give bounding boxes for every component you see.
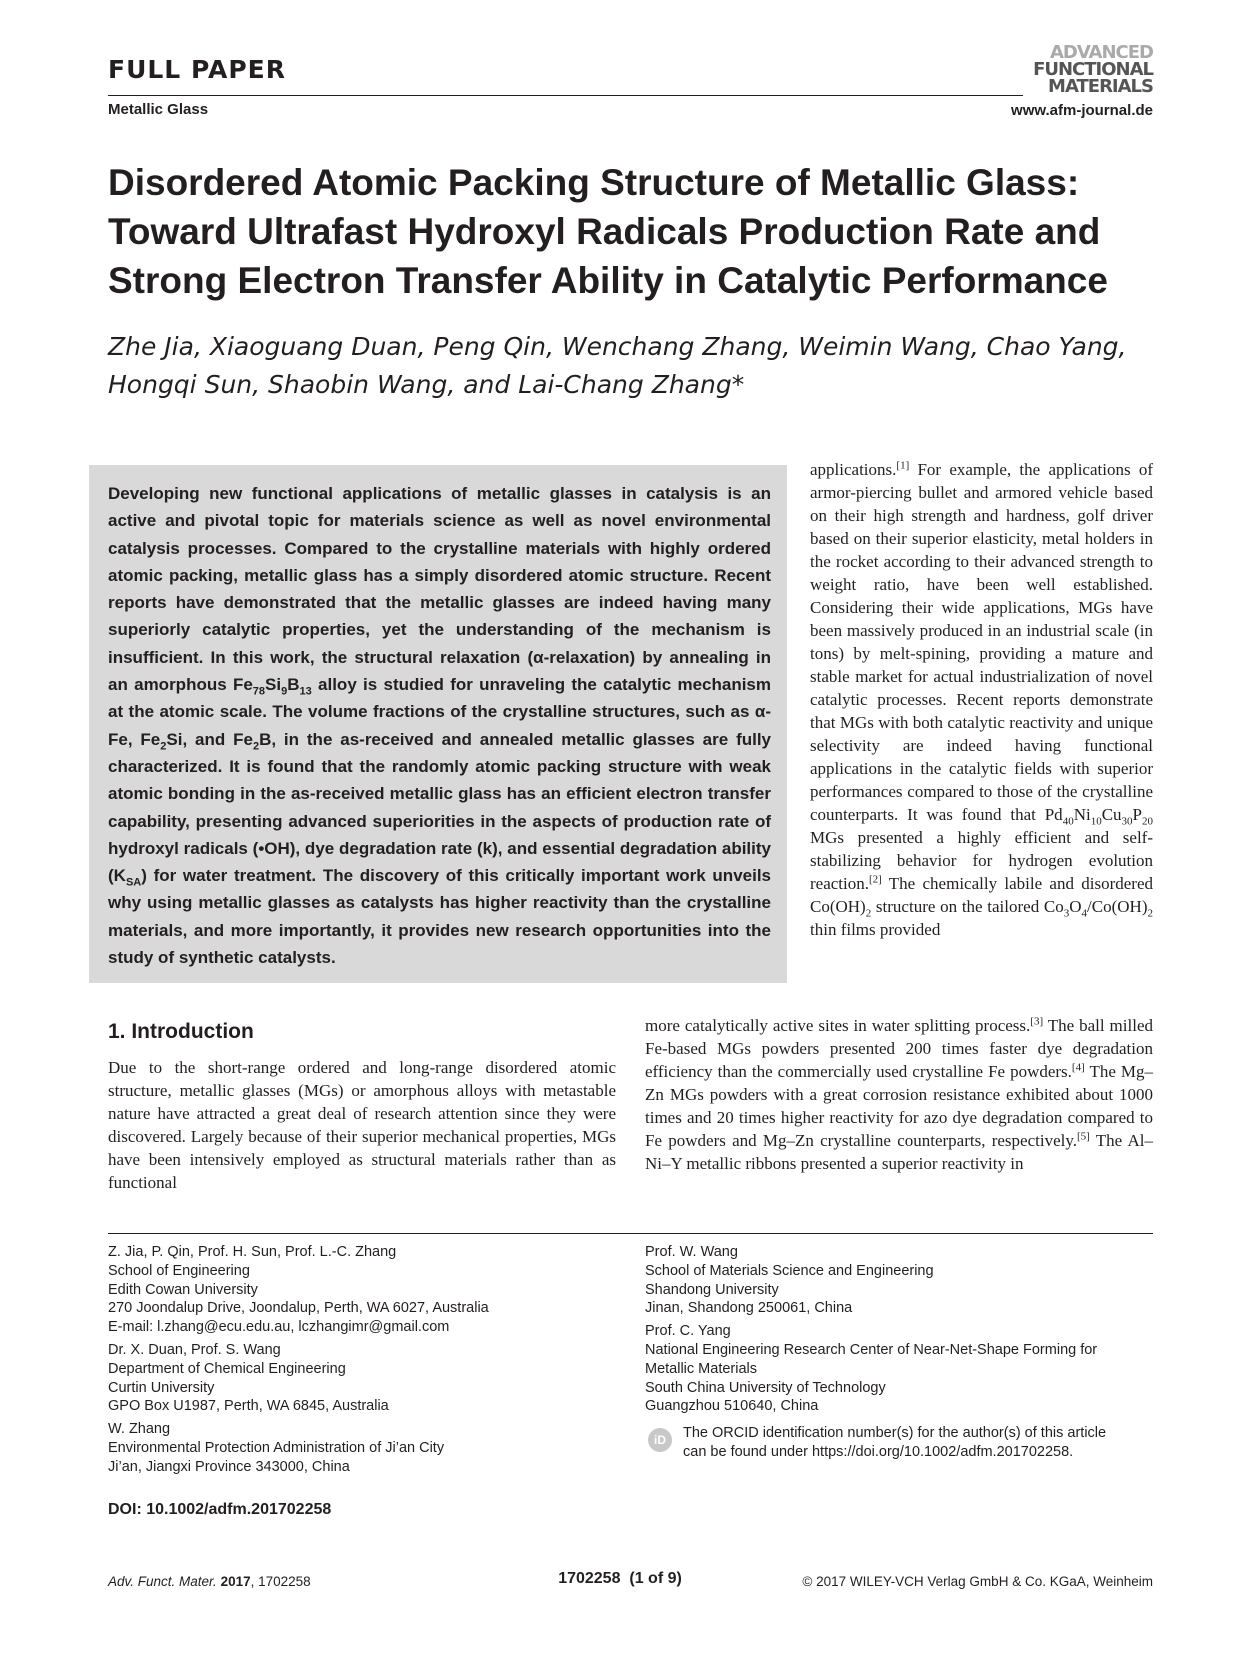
- orcid-icon: iD: [648, 1428, 672, 1452]
- citation-ref[interactable]: [5]: [1076, 1130, 1090, 1143]
- footer-citation: Adv. Funct. Mater. 2017, 1702258: [108, 1574, 311, 1589]
- journal-logo: ADVANCED FUNCTIONAL MATERIALS: [1033, 42, 1153, 97]
- citation-ref[interactable]: [1]: [896, 459, 910, 472]
- body-text-right-top: applications.[1] For example, the applications of armor-piercing bullet and armored vehicle based on their high strength and hardness, golf driver based on their superior elasticity, metal holders in the rocket according to their advanced strength to weight ratio, have been well established. Considering their wide applications, MGs have been massively produced in an industrial scale (in tons) by melt-spining, providing a mature and stable market for actual industrialization of novel catalytic processes. Recent reports demonstrate that MGs with both catalytic reactivity and unique selectivity are indeed having functional applications in the catalytic fields with superior performances compared to those of the crystalline counterparts. It was found that $Pd_{40}Ni_{10}Cu_{30}P_{20}$ MGs presented a highly efficient and self-stabilizing behavior for hydrogen evolution reaction.[2] The chemically labile and disordered $Co(OH)_2$ structure on the tailored $Co_3O_4/Co(OH)_2$ thin films provided: [810, 459, 1153, 939]
- section-heading-introduction: 1. Introduction: [108, 1020, 254, 1043]
- abstract-text: Developing new functional applications of metallic glasses in catalysis is an active and pivotal topic for materials science as well as novel environmental catalysis processes. Compared to the crystalline materials with highly ordered atomic packing, metallic glass has a simply disordered atomic structure. Recent reports have demonstrated that the metallic glasses are indeed having many superiorly catalytic properties, yet the understanding of the mechanism is insufficient. In this work, the structural relaxation (α-relaxation) by annealing in an amorphous $Fe_{78}Si_9B_{13}$ alloy is studied for unraveling the catalytic mechanism at the atomic scale. The volume fractions of the crystalline structures, such as α-Fe, $Fe_2Si$, and $Fe_2B$, in the as-received and annealed metallic glasses are fully characterized. It is found that the randomly atomic packing structure with weak atomic bonding in the as-received metallic glass has an efficient electron transfer capability, presenting advanced superiorities in the aspects of production rate of hydroxyl radicals (•OH), dye degradation rate (k), and essential degradation ability $(K_{SA})$ for water treatment. The discovery of this critically important work unveils why using metallic glasses as catalysts has higher reactivity than the crystalline materials, and more importantly, it provides new research opportunities into the study of synthetic catalysts.: [108, 484, 772, 968]
- affiliations-right: [645, 1243, 1153, 1420]
- contact-email[interactable]: E-mail: l.zhang@ecu.edu.au, lczhangimr@gmail.com: [108, 1319, 450, 1336]
- article-type: FULL PAPER: [108, 55, 286, 84]
- abstract-box: [89, 465, 787, 983]
- affiliation-group: Prof. W. Wang School of Materials Science and Engineering Shandong University Jinan, Shandong 250061, China: [645, 1244, 934, 1317]
- footnote-rule: [108, 1233, 1153, 1234]
- orcid-note[interactable]: The ORCID identification number(s) for the author(s) of this article can be found under https://doi.org/10.1002/adfm.201702258.: [683, 1425, 1107, 1460]
- affiliation-group: W. Zhang Environmental Protection Administration of Ji’an City Ji’an, Jiangxi Province 343000, China: [108, 1421, 445, 1475]
- footer-copyright: © 2017 WILEY-VCH Verlag GmbH & Co. KGaA, Weinheim: [802, 1574, 1153, 1589]
- affiliation-group: Dr. X. Duan, Prof. S. Wang Department of Chemical Engineering Curtin University GPO Box U1987, Perth, WA 6845, Australia: [108, 1341, 389, 1415]
- journal-url[interactable]: www.afm-journal.de: [1011, 102, 1153, 119]
- footer-page-number: 1702258 (1 of 9): [558, 1570, 682, 1587]
- citation-ref[interactable]: [3]: [1030, 1015, 1044, 1028]
- citation-ref[interactable]: [2]: [869, 873, 882, 886]
- affiliation-group: Z. Jia, P. Qin, Prof. H. Sun, Prof. L.-C. Zhang School of Engineering Edith Cowan University 270 Joondalup Drive, Joondalup, Perth, WA 6027, Australia E-mail: l.zhang@ecu.edu.au, lczhangimr@gmail.com: [108, 1243, 608, 1337]
- body-text-right-bottom: more catalytically active sites in water splitting process.[3] The ball milled Fe-based MGs powders presented 200 times faster dye degradation efficiency than the commercially used crystalline Fe powders.[4] The Mg–Zn MGs powders with a great corrosion resistance exhibited about 1000 times and 20 times higher reactivity for azo dye degradation compared to Fe powders and Mg–Zn crystalline counterparts, respectively.[5] The Al–Ni–Y metallic ribbons presented a superior reactivity in: [645, 1015, 1153, 1173]
- paper-title: Disordered Atomic Packing Structure of Metallic Glass: Toward Ultrafast Hydroxyl Radicals Production Rate and Strong Electron Transfer Ability in Catalytic Performance: [108, 162, 1108, 301]
- citation-ref[interactable]: [4]: [1071, 1061, 1085, 1074]
- doi-link[interactable]: DOI: 10.1002/adfm.201702258: [108, 1501, 332, 1518]
- section-label: Metallic Glass: [108, 101, 209, 118]
- author-list: Zhe Jia, Xiaoguang Duan, Peng Qin, Wenchang Zhang, Weimin Wang, Chao Yang, Hongqi Sun, Shaobin Wang, and Lai-Chang Zhang*: [108, 332, 1127, 399]
- affiliations-left: [108, 1243, 608, 1481]
- body-text-intro: Due to the short-range ordered and long-range disordered atomic structure, metallic glasses (MGs) or amorphous alloys with metastable nature have attracted a great deal of research attention since they were discovered. Largely because of their superior mechanical properties, MGs have been intensively employed as structural materials rather than as functional: [108, 1058, 616, 1192]
- affiliation-group: Prof. C. Yang National Engineering Research Center of Near-Net-Shape Forming for Metallic Materials South China University of Technology Guangzhou 510640, China: [645, 1323, 1098, 1415]
- header-rule: [108, 95, 1023, 96]
